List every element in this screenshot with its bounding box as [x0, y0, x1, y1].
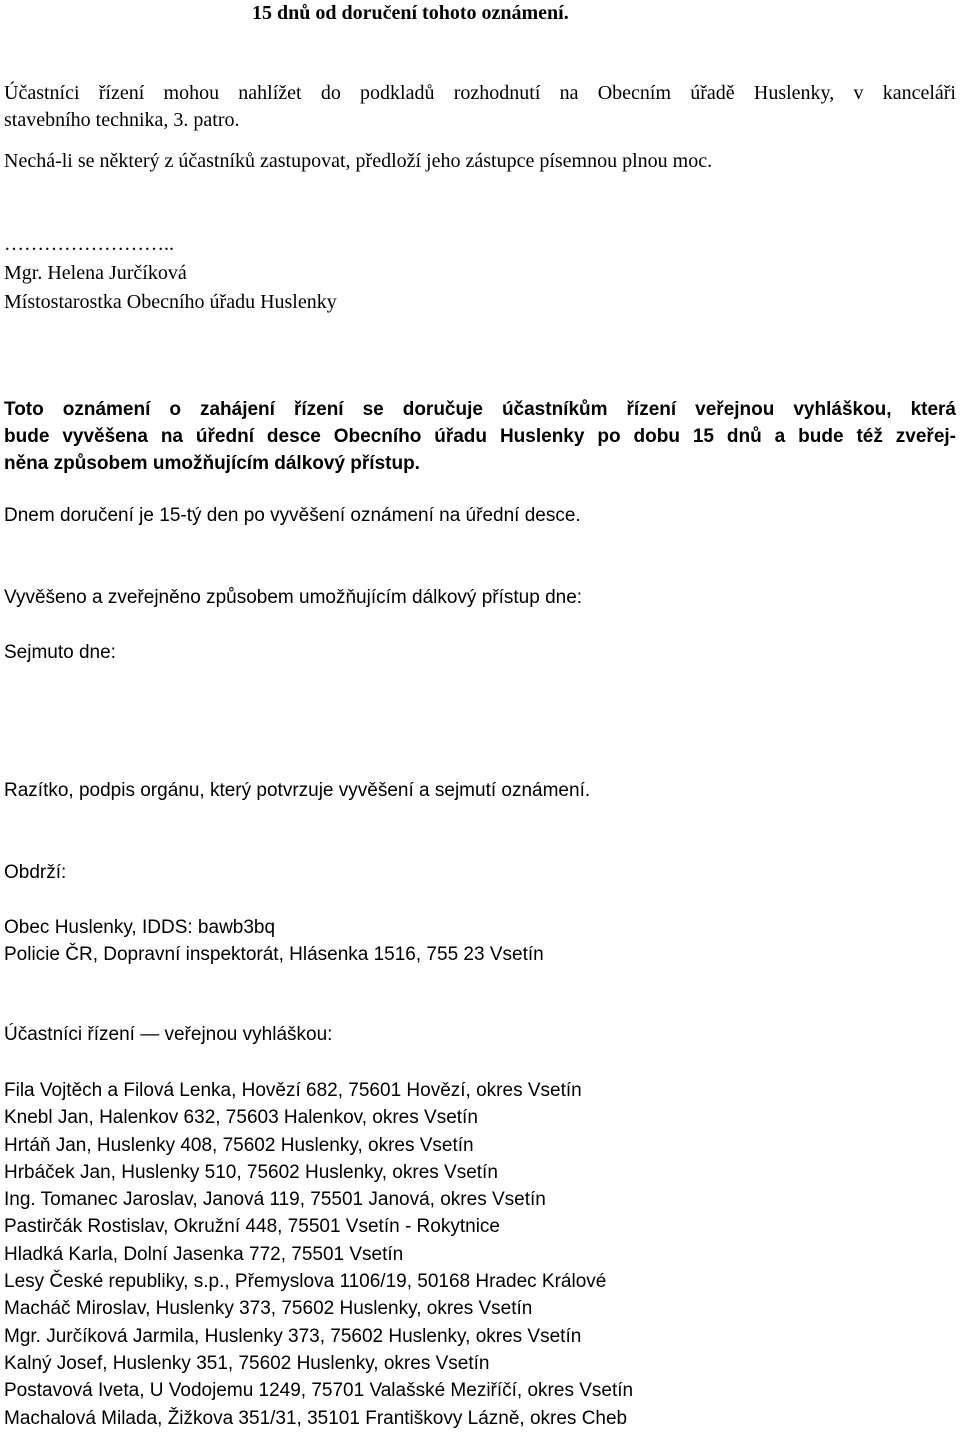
signature-name: Mgr. Helena Jurčíková	[4, 262, 187, 284]
list-item: Fila Vojtěch a Filová Lenka, Hovězí 682, 75601 Hovězí, okres Vsetín	[4, 1080, 582, 1101]
list-item: Policie ČR, Dopravní inspektorát, Hlásenka 1516, 755 23 Vsetín	[4, 944, 544, 965]
list-item: Hladká Karla, Dolní Jasenka 772, 75501 Vsetín	[4, 1243, 404, 1265]
delivery-day: Dnem doručení je 15-tý den po vyvěšení oznámení na úřední desce.	[4, 505, 581, 526]
inspection-line-2: stavebního technika, 3. patro.	[4, 109, 240, 131]
recipients-list	[4, 914, 544, 968]
removed-label: Sejmuto dne:	[4, 642, 116, 663]
representation-line: Nechá-li se některý z účastníků zastupovat, předloží jeho zástupce písemnou plnou moc.	[4, 150, 713, 172]
list-item: Machalová Milada, Žižkova 351/31, 35101 Františkovy Lázně, okres Cheb	[4, 1407, 628, 1429]
delivery-notice-line-3: něna způsobem umožňujícím dálkový přístup.	[4, 453, 420, 474]
signature-role: Místostarostka Obecního úřadu Huslenky	[4, 291, 337, 313]
list-item: Hrtáň Jan, Huslenky 408, 75602 Huslenky, okres Vsetín	[4, 1134, 474, 1156]
delivery-notice	[4, 396, 956, 477]
stamp-label: Razítko, podpis orgánu, který potvrzuje vyvěšení a sejmutí oznámení.	[4, 780, 591, 801]
inspection-line-1: Účastníci řízení mohou nahlížet do podkladů rozhodnutí na Obecním úřadě Huslenky, v kanceláři	[4, 82, 956, 104]
participants-list	[4, 1077, 633, 1432]
list-item: Ing. Tomanec Jaroslav, Janová 119, 75501 Janová, okres Vsetín	[4, 1189, 546, 1211]
posted-label: Vyvěšeno a zveřejněno způsobem umožňujícím dálkový přístup dne:	[4, 587, 583, 608]
list-item: Macháč Miroslav, Huslenky 373, 75602 Huslenky, okres Vsetín	[4, 1298, 533, 1320]
inspection-paragraph	[4, 80, 956, 134]
list-item: Postavová Iveta, U Vodojemu 1249, 75701 Valašské Meziříčí, okres Vsetín	[4, 1380, 634, 1402]
signature-dots: ……………………..	[4, 233, 174, 255]
list-item: Lesy České republiky, s.p., Přemyslova 1106/19, 50168 Hradec Králové	[4, 1271, 607, 1293]
signature-block	[4, 230, 337, 317]
participants-heading: Účastníci řízení — veřejnou vyhláškou:	[4, 1024, 333, 1045]
list-item: Pastirčák Rostislav, Okružní 448, 75501 Vsetín - Rokytnice	[4, 1216, 500, 1238]
list-item: Hrbáček Jan, Huslenky 510, 75602 Huslenky, okres Vsetín	[4, 1161, 498, 1183]
list-item: Knebl Jan, Halenkov 632, 75603 Halenkov, okres Vsetín	[4, 1107, 478, 1129]
list-item: Mgr. Jurčíková Jarmila, Huslenky 373, 75602 Huslenky, okres Vsetín	[4, 1325, 582, 1347]
list-item: Kalný Josef, Huslenky 351, 75602 Huslenky, okres Vsetín	[4, 1352, 490, 1374]
list-item: Obec Huslenky, IDDS: bawb3bq	[4, 917, 276, 938]
delivery-notice-line-1: Toto oznámení o zahájení řízení se doručuje účastníkům řízení veřejnou vyhláškou, která	[4, 399, 956, 420]
delivery-notice-line-2: bude vyvěšena na úřední desce Obecního úřadu Huslenky po dobu 15 dnů a bude též zveřej-	[4, 426, 956, 447]
deadline-line: 15 dnů od doručení tohoto oznámení.	[252, 2, 569, 24]
recipients-heading: Obdrží:	[4, 862, 67, 883]
